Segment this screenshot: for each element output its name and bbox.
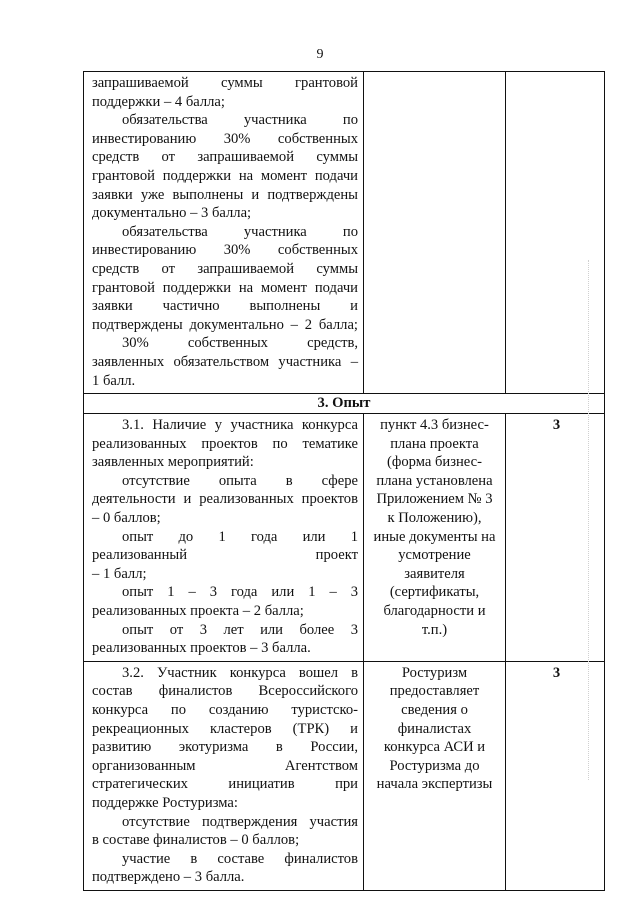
text-line: отсутствие опыта в сфере — [122, 472, 358, 489]
text-line: опыт до 1 года или 1 — [122, 528, 358, 545]
text-line: финалистах — [397, 720, 472, 737]
text-line: опыт от 3 лет или более 3 — [122, 621, 358, 638]
text-line: – 1 балл; — [92, 565, 147, 582]
text-line: подтверждены документально – 2 балла; — [92, 316, 358, 333]
text-line: состав финалистов Всероссийского — [92, 683, 358, 700]
text-line: обязательства участника по — [122, 112, 358, 129]
text-line: реализованный проект — [92, 547, 358, 564]
text-line: т.п.) — [421, 621, 448, 638]
source-cell — [364, 72, 506, 394]
text-line: в составе финалистов – 0 баллов; — [92, 832, 300, 849]
criterion-cell — [84, 414, 364, 662]
text-line: развитию экотуризма в России, — [92, 739, 358, 756]
text-line: пункт 4.3 бизнес- — [380, 417, 489, 434]
text-line: инвестированию 30% собственных — [92, 242, 358, 259]
table-row — [84, 72, 605, 394]
text-line: рекреационных кластеров (ТРК) и — [92, 720, 358, 737]
text-line: документально – 3 балла; — [92, 205, 252, 222]
source-cell — [364, 414, 506, 662]
text-line: реализованных проектов по тематике — [92, 435, 358, 452]
text-line: 3.1. Наличие у участника конкурса — [122, 417, 358, 434]
text-line: заявителя — [404, 565, 465, 582]
max-score: 3 — [506, 661, 605, 890]
text-line: поддержке Ростуризма: — [92, 794, 238, 811]
text-line: опыт 1 – 3 года или 1 – 3 — [122, 584, 358, 601]
criterion-cell — [84, 72, 364, 394]
text-line: к Положению), — [387, 510, 482, 527]
text-line: стратегических инициатив при — [92, 776, 358, 793]
section-row — [84, 394, 605, 414]
table-row — [84, 414, 605, 662]
text-line: усмотрение — [398, 547, 471, 564]
text-line: сведения о — [401, 702, 468, 718]
section-title: 3. Опыт — [84, 394, 605, 414]
text-line: средств от запрашиваемой суммы — [92, 149, 358, 166]
text-line: средств от запрашиваемой суммы — [92, 260, 358, 277]
text-line: грантовой поддержки на момент подачи — [92, 279, 358, 296]
text-line: реализованных проекта – 2 балла; — [92, 603, 304, 620]
text-line: заявленных обязательством участника – — [92, 353, 358, 370]
text-line: плана установлена — [376, 472, 493, 489]
text-line: начала экспертизы — [376, 776, 493, 793]
text-line: 1 балл. — [92, 372, 136, 389]
text-line: благодарности и — [383, 603, 486, 620]
text-line: обязательства участника по — [122, 223, 358, 240]
scan-artifact-line — [588, 260, 590, 780]
text-line: инвестированию 30% собственных — [92, 130, 358, 147]
text-line: – 0 баллов; — [92, 510, 161, 527]
max-score: 3 — [506, 414, 605, 662]
criterion-cell — [84, 661, 364, 890]
text-line: 30% собственных средств, — [122, 335, 358, 352]
text-line: Ростуризм — [401, 664, 468, 681]
text-line: (форма бизнес- — [387, 454, 482, 471]
text-line: запрашиваемой суммы грантовой — [92, 75, 358, 91]
text-line: Приложением № 3 — [376, 491, 493, 508]
text-line: участие в составе финалистов — [122, 850, 358, 867]
table-row — [84, 661, 605, 890]
text-line: деятельности и реализованных проектов — [92, 491, 358, 508]
text-line: Ростуризма до — [389, 757, 480, 774]
source-cell — [364, 661, 506, 890]
criteria-table — [83, 71, 605, 891]
text-line: реализованных проектов – 3 балла. — [92, 640, 311, 657]
text-line: заявленных мероприятий: — [92, 454, 254, 471]
text-line: предоставляет — [389, 683, 480, 700]
text-line: грантовой поддержки на момент подачи — [92, 167, 358, 184]
text-line: плана проекта — [390, 435, 479, 452]
text-line: конкурса по созданию туристско- — [92, 702, 358, 718]
text-line: (сертификаты, — [389, 584, 480, 601]
text-line: организованным Агентством — [92, 757, 358, 774]
text-line: отсутствие подтверждения участия — [122, 813, 358, 830]
text-line: иные документы на — [373, 528, 496, 545]
page-number: 9 — [316, 47, 324, 62]
text-line: конкурса АСИ и — [383, 739, 486, 756]
text-line: 3.2. Участник конкурса вошел в — [122, 664, 358, 681]
text-line: заявки уже выполнены и подтверждены — [92, 186, 358, 203]
text-line: поддержки – 4 балла; — [92, 93, 225, 110]
text-line: заявки частично выполнены и — [92, 298, 358, 315]
text-line: подтверждено – 3 балла. — [92, 869, 245, 886]
